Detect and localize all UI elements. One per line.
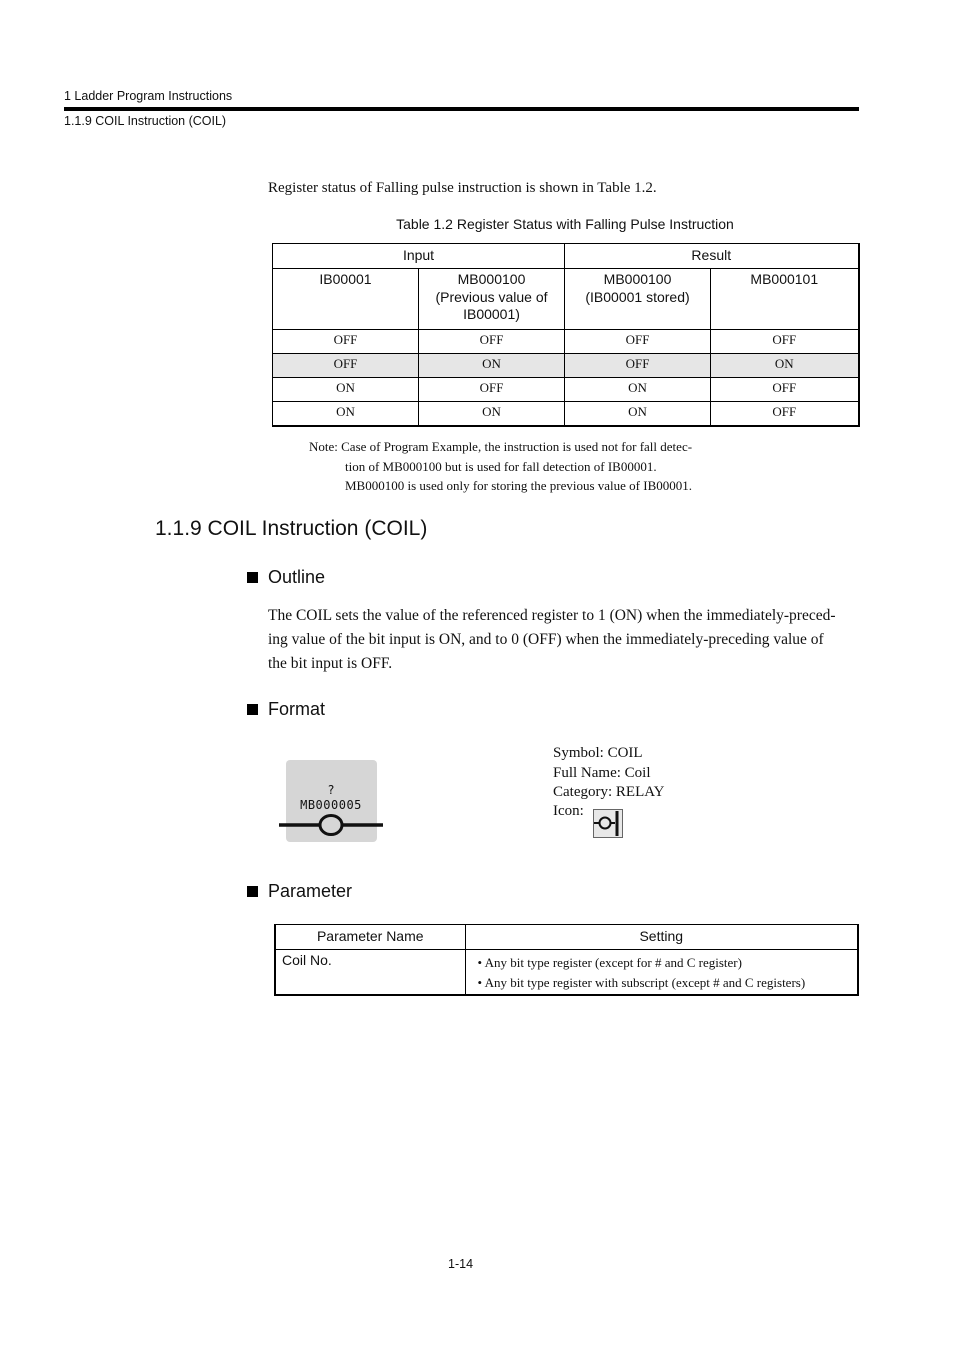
running-header-section: 1.1.9 COIL Instruction (COIL)	[64, 114, 227, 128]
table-cell: OFF	[711, 402, 859, 427]
column-header: MB000101	[711, 269, 859, 330]
table-note-line: MB000100 is used only for storing the previous value of IB00001.	[345, 478, 692, 493]
column-header-parameter-name: Parameter Name	[275, 925, 465, 950]
setting-item: • Any bit type register with subscript (except # and C registers)	[477, 975, 806, 990]
table-cell: OFF	[711, 330, 859, 354]
table-cell: OFF	[711, 378, 859, 402]
parameter-heading: Parameter	[268, 881, 353, 901]
square-bullet-icon	[247, 572, 258, 583]
column-header: MB000100 (IB00001 stored)	[565, 269, 711, 330]
square-bullet-icon	[247, 704, 258, 715]
column-header-setting: Setting	[465, 925, 858, 950]
register-status-table	[272, 243, 860, 427]
table-cell: ON	[419, 402, 565, 427]
square-bullet-icon	[247, 886, 258, 897]
parameter-setting-cell	[465, 950, 858, 996]
outline-text-line: The COIL sets the value of the referenced register to 1 (ON) when the immediately-preced-	[268, 607, 836, 624]
table-cell: OFF	[273, 354, 419, 378]
parameter-name-cell: Coil No.	[275, 950, 465, 996]
table-cell: OFF	[419, 378, 565, 402]
table-cell: ON	[273, 402, 419, 427]
outline-text-line: ing value of the bit input is ON, and to 0 (OFF) when the immediately-preceding value of	[268, 631, 824, 648]
page-number: 1-14	[448, 1257, 474, 1271]
table-cell: ON	[565, 378, 711, 402]
table-note-line: tion of MB000100 but is used for fall detection of IB00001.	[345, 459, 657, 474]
format-full-name: Full Name: Coil	[553, 765, 651, 781]
table-cell: ON	[565, 402, 711, 427]
outline-text-line: the bit input is OFF.	[268, 655, 393, 672]
coil-question-mark: ?	[327, 783, 335, 797]
column-header: IB00001	[273, 269, 419, 330]
table-cell: ON	[419, 354, 565, 378]
table-cell: ON	[273, 378, 419, 402]
table-row	[273, 354, 859, 378]
column-header: MB000100 (Previous value of IB00001)	[419, 269, 565, 330]
section-title: 1.1.9 COIL Instruction (COIL)	[155, 517, 428, 540]
outline-heading: Outline	[268, 567, 326, 587]
table-note-line: Note: Case of Program Example, the instruction is used not for fall detec-	[309, 439, 693, 454]
header-rule	[64, 107, 859, 111]
table-cell: OFF	[565, 354, 711, 378]
coil-toolbar-icon	[593, 809, 623, 838]
table-cell: OFF	[419, 330, 565, 354]
group-header-result: Result	[565, 244, 859, 269]
running-header-chapter: 1 Ladder Program Instructions	[64, 89, 233, 103]
coil-ladder-graphic	[278, 758, 384, 844]
table-row	[275, 950, 858, 996]
format-category: Category: RELAY	[553, 784, 665, 800]
table-cell: OFF	[565, 330, 711, 354]
intro-paragraph: Register status of Falling pulse instruction is shown in Table 1.2.	[268, 180, 657, 196]
table-row	[273, 330, 859, 354]
table-row	[273, 378, 859, 402]
group-header-input: Input	[273, 244, 565, 269]
setting-item: • Any bit type register (except for # and C register)	[477, 955, 742, 970]
table-cell: ON	[711, 354, 859, 378]
format-icon-label: Icon:	[553, 803, 584, 819]
format-symbol: Symbol: COIL	[553, 745, 643, 761]
coil-register-label: MB000005	[300, 798, 362, 812]
format-heading: Format	[268, 699, 326, 719]
coil-circle-icon	[320, 816, 342, 835]
parameter-table	[274, 924, 859, 996]
table-caption: Table 1.2 Register Status with Falling Pulse Instruction	[396, 216, 734, 232]
table-row	[273, 402, 859, 427]
table-cell: OFF	[273, 330, 419, 354]
